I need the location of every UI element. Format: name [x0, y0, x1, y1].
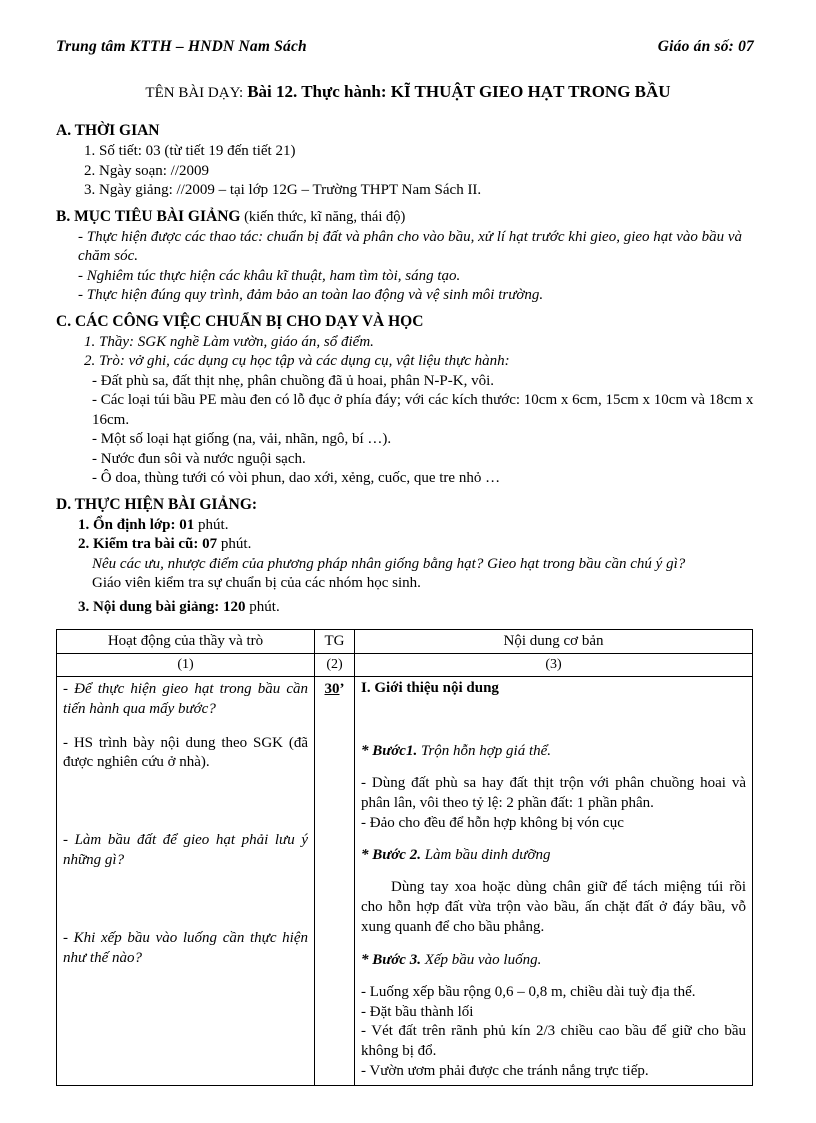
section-a-item: 1. Số tiết: 03 (từ tiết 19 đến tiết 21)	[84, 143, 296, 159]
step-3-line: - Vườn ươm phải được che tránh nắng trực tiếp.	[361, 1062, 649, 1079]
spacer	[361, 938, 746, 952]
section-b-item: - Thực hiện đúng quy trình, đảm bảo an toàn lao động và vệ sinh môi trường.	[78, 287, 544, 303]
section-a-item: 3. Ngày giảng: //2009 – tại lớp 12G – Trường THPT Nam Sách II.	[84, 182, 482, 198]
step-2-name: Làm bầu dinh dưỡng	[420, 847, 551, 864]
table-number-row	[57, 654, 753, 677]
section-c-bullet: - Một số loại hạt giống (na, vải, nhãn, ngô, bí …).	[92, 431, 392, 447]
section-d-heading: D. THỰC HIỆN BÀI GIẢNG:	[56, 495, 258, 513]
activity-statement-1: - HS trình bày nội dung theo SGK (đã được nghiên cứu ở nhà).	[63, 734, 308, 771]
step-3-title	[361, 952, 746, 969]
table-header-row	[57, 630, 753, 654]
spacer	[361, 697, 746, 743]
table-cell-activities	[57, 677, 315, 1086]
section-c-heading: C. CÁC CÔNG VIỆC CHUẨN BỊ CHO DẠY VÀ HỌC	[56, 312, 424, 330]
content-heading-i: I. Giới thiệu nội dung	[361, 680, 499, 696]
step-1-title	[361, 743, 746, 760]
section-d-item-1-number: 01	[179, 516, 195, 533]
spacer	[63, 773, 308, 831]
section-c-bullet: - Nước đun sôi và nước nguội sạch.	[92, 450, 306, 467]
section-d-review-note: Giáo viên kiểm tra sự chuẩn bị của các nhóm học sinh.	[92, 575, 421, 591]
section-c-item-student: 2. Trò: vở ghi, các dụng cụ học tập và các dụng cụ, vật liệu thực hành:	[84, 353, 510, 369]
section-d-item-2-number: 07	[202, 536, 218, 552]
spacer	[361, 760, 746, 774]
section-a-heading: A. THỜI GIAN	[56, 122, 160, 139]
section-d-item-3-number: 120	[223, 598, 246, 615]
step-3-line: - Đặt bầu thành lối	[361, 1003, 474, 1020]
step-3-line: - Vét đất trên rãnh phủ kín 2/3 chiều cao bầu để giữ cho bầu không bị đổ.	[361, 1023, 746, 1060]
section-b-item: - Thực hiện được các thao tác: chuẩn bị đất và phân cho vào bầu, xử lí hạt trước khi gieo, gieo hạt vào bầu và chăm sóc.	[78, 228, 743, 264]
section-d-review-question: Nêu các ưu, nhược điểm của phương pháp nhân giống bằng hạt? Gieo hạt trong bầu cần chú ý gì?	[92, 555, 686, 572]
header-center-name: Trung tâm KTTH – HNDN Nam Sách	[56, 38, 307, 55]
section-d	[56, 496, 760, 618]
section-b-heading-paren: (kiến thức, kĩ năng, thái độ)	[240, 208, 406, 225]
step-1-name: Trộn hỗn hợp giá thể.	[417, 743, 552, 759]
section-a-item: 2. Ngày soạn: //2009	[84, 162, 209, 179]
lesson-plan-table	[56, 629, 753, 1086]
section-d-items	[56, 516, 760, 618]
section-c-bullet: - Đất phù sa, đất thịt nhẹ, phân chuồng đã ủ hoai, phân N-P-K, vôi.	[92, 372, 495, 389]
section-a	[56, 122, 760, 201]
table-number-1: (1)	[57, 654, 315, 677]
section-d-item-1-label: 1. Ổn định lớp	[78, 516, 171, 533]
step-2-mark: *	[361, 847, 373, 864]
section-c-bullet: - Các loại túi bầu PE màu đen có lỗ đục ở phía đáy; với các kích thước: 10cm x 6cm, 15cm x 10cm và 18cm x 16cm.	[92, 392, 754, 428]
table-number-2: (2)	[315, 654, 355, 677]
time-unit-mark: ’	[339, 681, 345, 697]
step-3-mark: *	[361, 951, 373, 968]
section-d-item-1-sep: :	[170, 516, 180, 533]
section-d-item-3-sep: :	[214, 598, 224, 615]
step-1-line: - Dùng đất phù sa hay đất thịt trộn với phân chuồng hoai và phân lân, vôi theo tỷ lệ: 2 phần đất: 1 phần phân.	[361, 775, 746, 811]
section-d-item-1	[56, 516, 760, 536]
time-value: 30	[324, 681, 340, 697]
table-number-3: (3)	[355, 654, 753, 677]
lesson-plan-table-wrapper	[56, 629, 760, 1086]
section-b-items	[56, 228, 760, 306]
step-1-mark: *	[361, 743, 373, 759]
spacer	[361, 833, 746, 847]
table-row	[57, 677, 753, 1086]
section-c-items	[56, 333, 760, 489]
spacer	[63, 720, 308, 734]
section-d-item-3-unit: phút.	[245, 598, 280, 615]
section-b	[56, 208, 760, 306]
table-cell-time	[315, 677, 355, 1086]
table-header-content: Nội dung cơ bản	[355, 630, 753, 654]
step-2-paragraph: Dùng tay xoa hoặc dùng chân giữ để tách miệng túi rồi cho hỗn hợp đất vừa trộn vào bầu, ấn chặt đất ở đáy bầu, vỗ xung quanh để cho bầu phẳng.	[361, 879, 746, 935]
spacer	[361, 969, 746, 983]
section-d-item-3	[56, 598, 760, 618]
section-d-item-2-label: 2. Kiểm tra bài cũ	[78, 536, 194, 552]
step-2-title	[361, 847, 746, 864]
step-2-number: Bước 2.	[372, 847, 421, 864]
section-b-heading-main: B. MỤC TIÊU BÀI GIẢNG	[56, 207, 241, 225]
section-b-item: - Nghiêm túc thực hiện các khâu kĩ thuật, ham tìm tòi, sáng tạo.	[78, 267, 461, 284]
spacer	[361, 864, 746, 878]
section-d-item-2-unit: phút.	[217, 536, 252, 552]
step-3-name: Xếp bầu vào luống.	[420, 951, 542, 968]
activity-question-2: - Làm bầu đất để gieo hạt phải lưu ý những gì?	[63, 832, 308, 868]
section-c-item-teacher: 1. Thầy: SGK nghề Làm vườn, giáo án, sổ điểm.	[84, 333, 374, 350]
section-d-item-2-sep: :	[193, 536, 203, 552]
step-3-line: - Luống xếp bầu rộng 0,6 – 0,8 m, chiều dài tuỳ địa thế.	[361, 983, 696, 1000]
section-d-item-2	[56, 535, 760, 555]
table-header-activities: Hoạt động của thầy và trò	[57, 630, 315, 654]
section-d-item-3-label: 3. Nội dung bài giảng	[78, 598, 215, 615]
section-c	[56, 313, 760, 489]
document-header	[56, 38, 760, 56]
step-3-number: Bước 3.	[372, 951, 421, 968]
header-lesson-number: Giáo án số: 07	[657, 38, 754, 55]
activity-question-3: - Khi xếp bầu vào luống cần thực hiện như thế nào?	[63, 929, 308, 966]
activity-question-1: - Để thực hiện gieo hạt trong bầu cần tiến hành qua mấy bước?	[63, 681, 308, 717]
section-b-heading	[56, 208, 760, 226]
section-d-item-1-unit: phút.	[194, 516, 229, 533]
title-main: Bài 12. Thực hành: KĨ THUẬT GIEO HẠT TRONG BẦU	[247, 82, 671, 101]
table-cell-content	[355, 677, 753, 1086]
table-header-time: TG	[315, 630, 355, 654]
spacer	[63, 871, 308, 929]
page-title	[56, 82, 760, 102]
step-1-line: - Đảo cho đều để hỗn hợp không bị vón cục	[361, 814, 624, 831]
title-label: TÊN BÀI DẠY:	[145, 85, 244, 101]
step-1-number: Bước1.	[372, 743, 418, 759]
section-a-items	[56, 142, 760, 201]
section-c-bullet: - Ô doa, thùng tưới có vòi phun, dao xới, xẻng, cuốc, que tre nhỏ …	[92, 470, 501, 486]
